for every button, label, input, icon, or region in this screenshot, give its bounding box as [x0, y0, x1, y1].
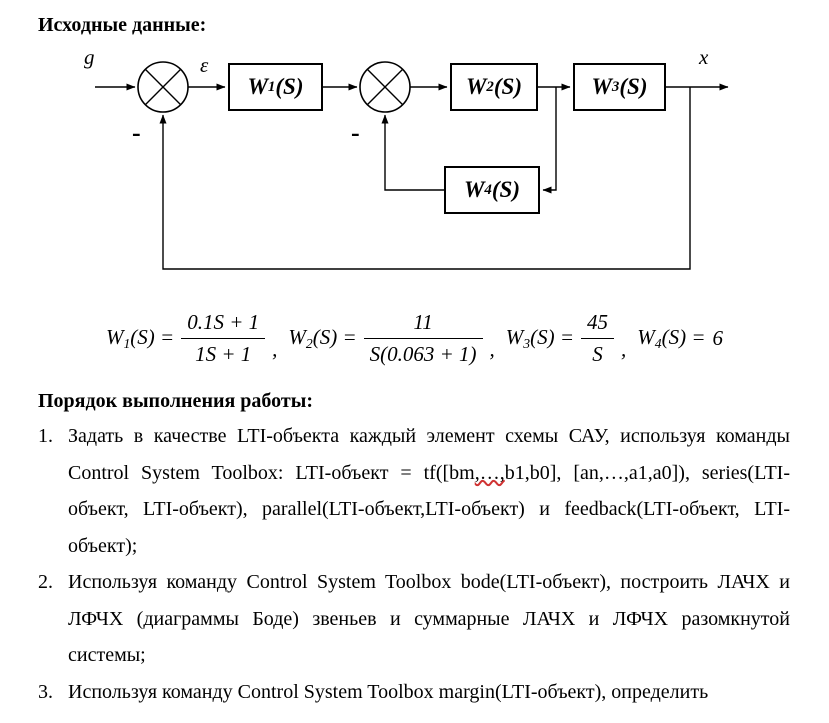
summer1-minus-sign: - — [132, 118, 141, 147]
list-item — [38, 674, 790, 711]
formula-term-w2 — [288, 310, 482, 367]
w3-denominator: S — [592, 341, 603, 366]
heading-source-data: Исходные данные: — [38, 14, 207, 36]
list-item-text — [68, 418, 790, 564]
w3-block — [573, 63, 666, 111]
diagram-wires — [0, 44, 829, 294]
summer-2 — [360, 62, 410, 112]
list-item — [38, 564, 790, 674]
w4-value: 6 — [712, 325, 724, 350]
w2-label-sub: 2 — [486, 78, 494, 95]
tap-to-w4-arrow — [543, 87, 556, 190]
list-item-text: Используя команду Control System Toolbox bode(LTI-объект), построить ЛАЧХ и ЛФЧХ (диаграммы Боде) звеньев и суммарные ЛАЧХ и ЛФЧХ разомкнутой системы; — [68, 571, 790, 666]
transfer-functions-formula — [0, 302, 829, 374]
w2-label-arg: (S) — [493, 74, 523, 99]
w3-label-sub: 3 — [611, 78, 620, 95]
spellcheck-squiggle: ,…, — [474, 461, 505, 484]
w1-block — [228, 63, 323, 111]
w2-fraction — [364, 310, 483, 367]
w4-label-arg: (S) — [491, 177, 521, 202]
w4-label-sub: 4 — [484, 181, 492, 198]
w1-numerator: 0.1S + 1 — [181, 310, 265, 339]
w2-denominator: S(0.063 + 1) — [369, 341, 477, 366]
w1-fraction — [181, 310, 265, 367]
block-diagram — [0, 44, 829, 294]
output-signal-label: x — [699, 45, 709, 69]
w2-block — [450, 63, 538, 111]
w1-denominator: 1S + 1 — [195, 341, 252, 366]
error-signal-label: ε — [200, 53, 209, 77]
list-item-number: 1. — [38, 425, 53, 447]
w3-fraction — [581, 310, 614, 367]
w3-lhs: W3(S) = — [505, 324, 575, 351]
w3-label-arg: (S) — [619, 74, 648, 99]
list-item-number: 3. — [38, 680, 53, 703]
input-signal-label: g — [84, 45, 95, 69]
list-item-number: 2. — [38, 571, 53, 593]
w4-block — [444, 166, 540, 214]
w2-numerator: 11 — [364, 310, 483, 339]
formula-separator-1: , — [272, 336, 278, 361]
w4-to-summer2-arrow — [385, 115, 444, 190]
list-item-1-part2: b1,b0], [an,…,a1,a0]), series(LTI-объект, LTI-объект), parallel(LTI-объект,LTI-объект) и feedback(LTI-объект, LTI-объект); — [68, 461, 791, 557]
heading-procedure: Порядок выполнения работы: — [38, 390, 313, 412]
w4-label-base: W — [463, 177, 485, 202]
list-item-text: Используя команду Control System Toolbox margin(LTI-объект), определить — [68, 680, 709, 703]
w1-label-sub: 1 — [267, 78, 276, 95]
formula-term-w1 — [106, 310, 265, 367]
summer2-minus-sign: - — [351, 118, 360, 147]
w3-label-base: W — [591, 74, 612, 99]
outer-feedback-wires — [163, 87, 690, 269]
list-item — [38, 418, 790, 564]
formula-term-w3 — [506, 310, 614, 367]
formula-separator-3: , — [621, 336, 627, 361]
w1-lhs: W1(S) = — [105, 324, 175, 351]
output-to-summer1-arrow — [163, 87, 690, 269]
w2-lhs: W2(S) = — [288, 324, 357, 351]
w3-numerator: 45 — [581, 310, 614, 339]
w4-lhs: W4(S) = — [637, 324, 706, 351]
w1-label-base: W — [247, 74, 268, 99]
w2-label-base: W — [465, 74, 487, 99]
formula-term-w4 — [637, 325, 723, 352]
w1-label-arg: (S) — [275, 74, 304, 99]
formula-separator-2: , — [489, 336, 495, 361]
list-item-1-part1: Задать в качестве LTI-объекта каждый элемент схемы САУ, используя команды Control System Toolbox: LTI-объект = tf([bm — [68, 425, 790, 484]
summer-1 — [138, 62, 188, 112]
procedure-list — [0, 414, 829, 710]
